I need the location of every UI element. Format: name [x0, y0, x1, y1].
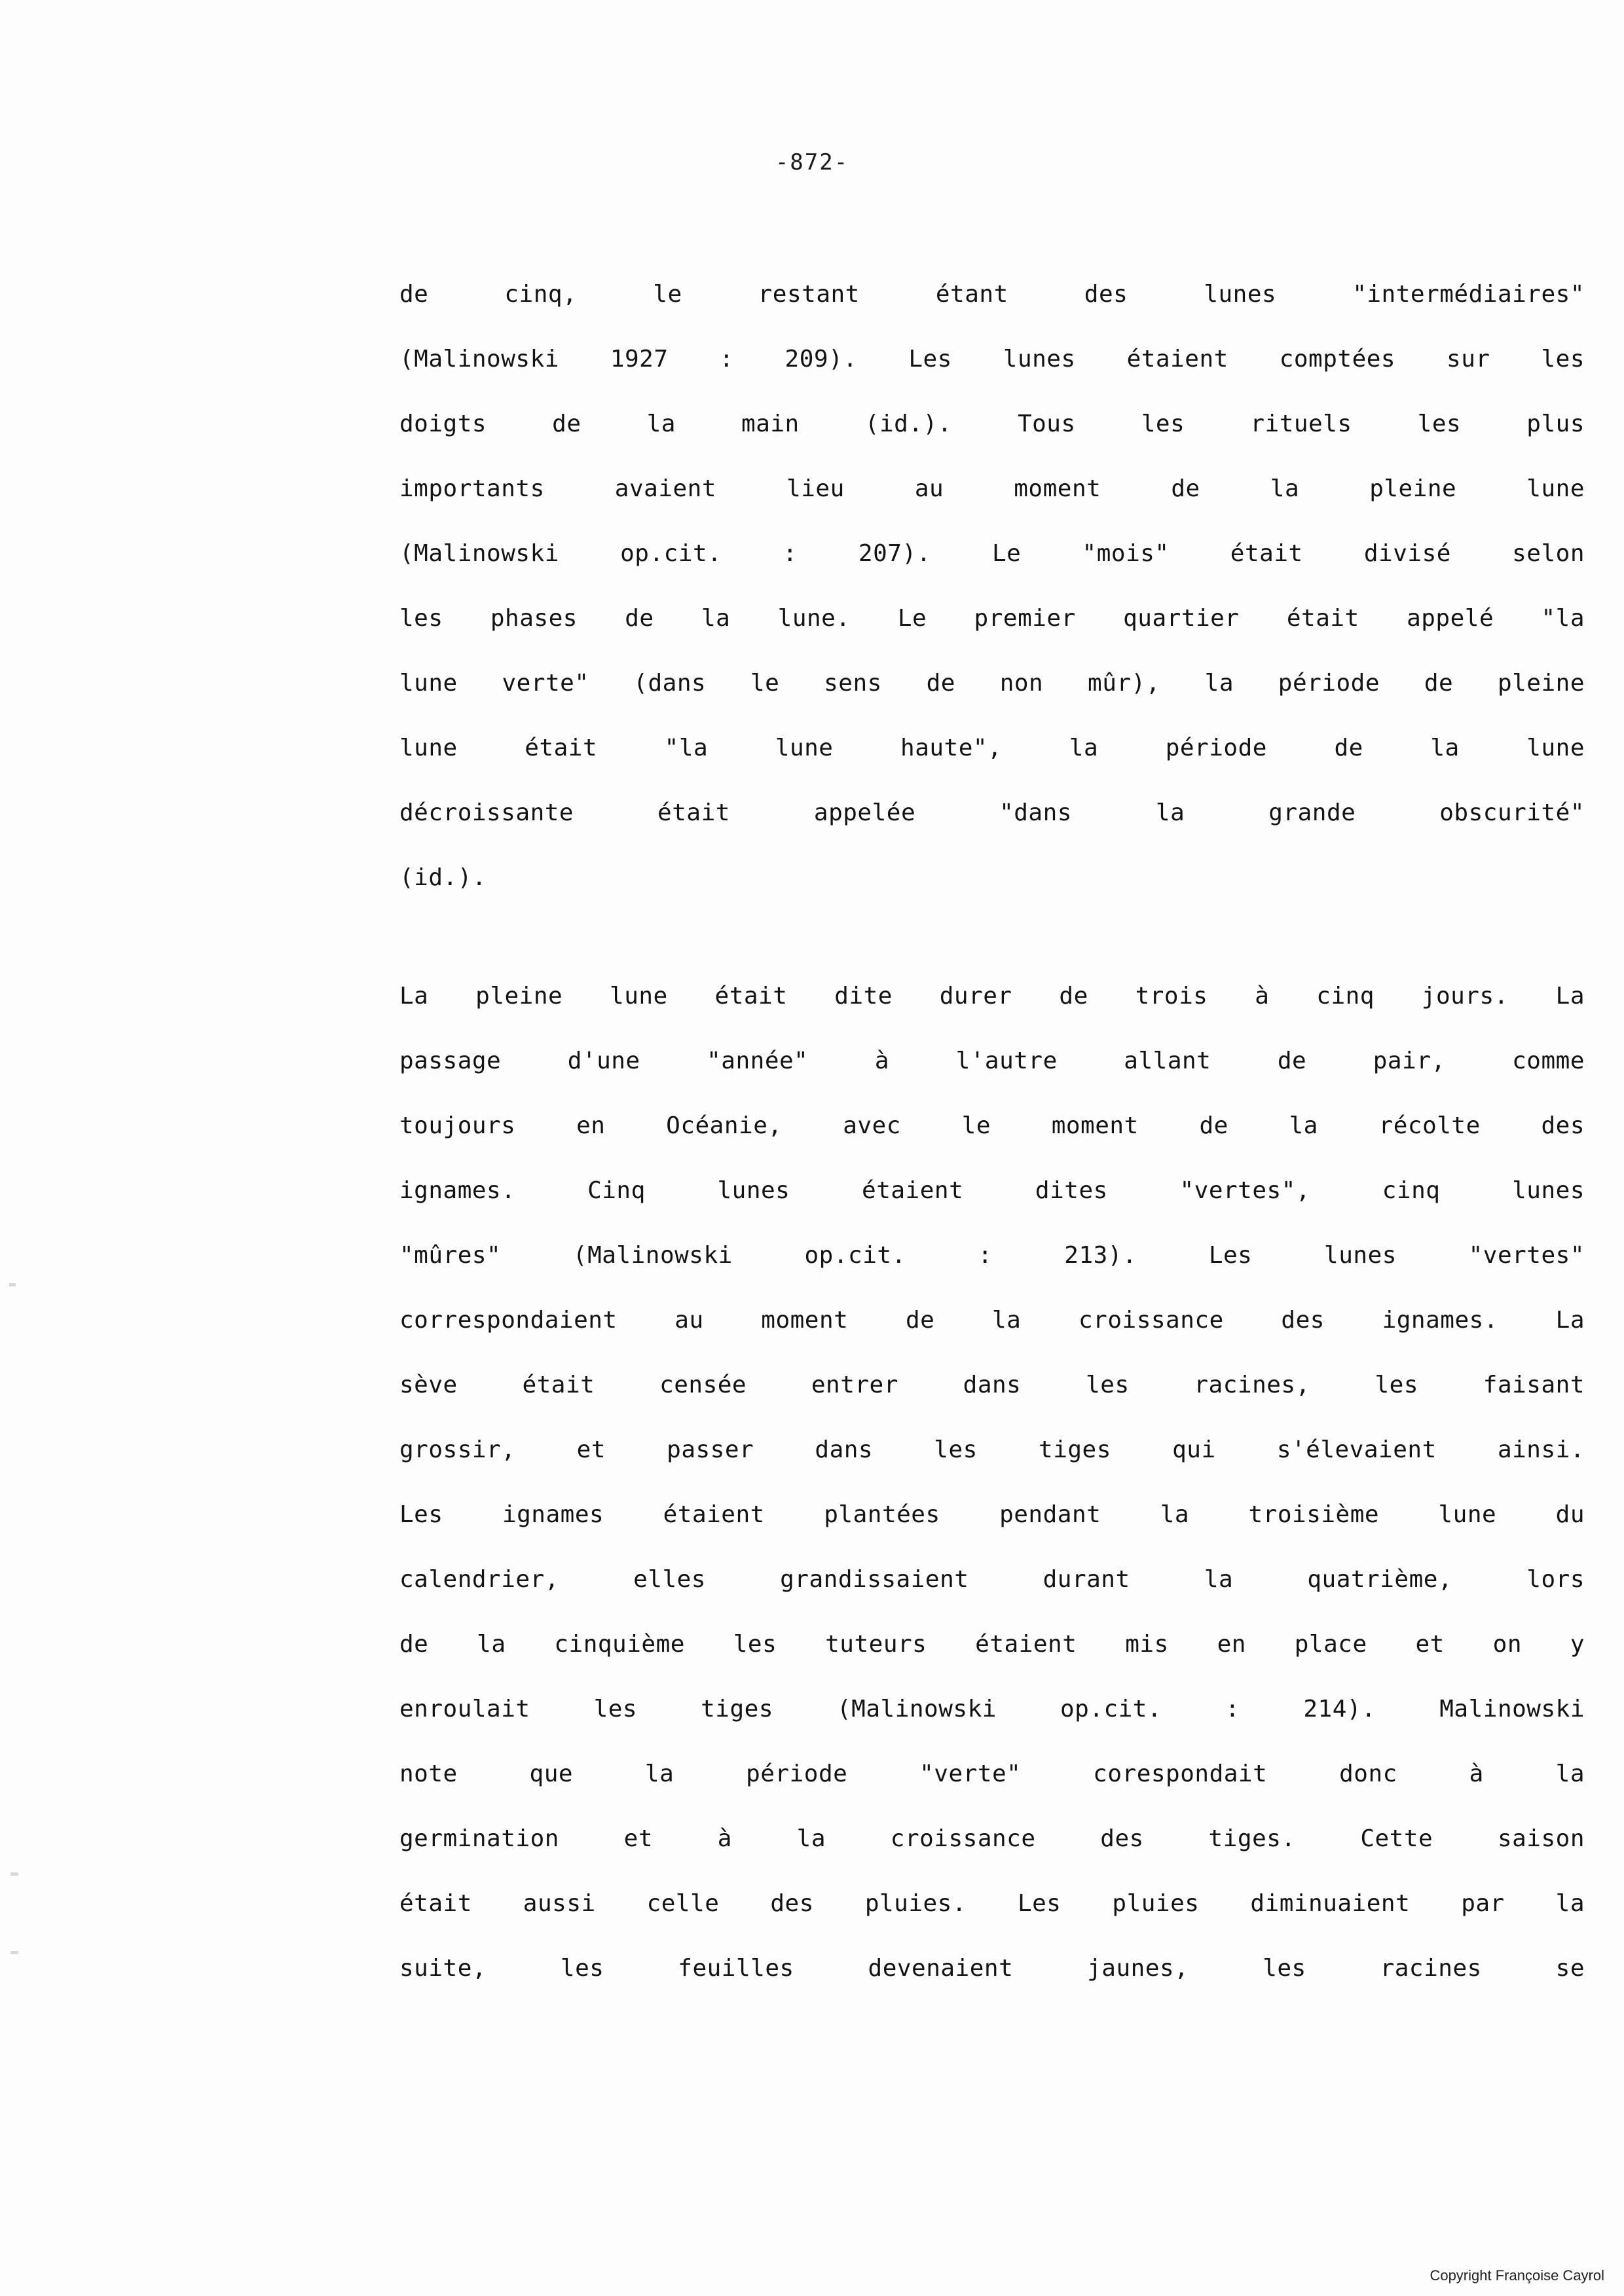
text-line: Les ignames étaient plantées pendant la troisième lune du	[399, 1501, 1585, 1528]
text-line: (id.).	[399, 864, 487, 891]
text-line: note que la période "verte" corespondait donc à la	[399, 1760, 1585, 1787]
paragraph-1	[399, 262, 1585, 910]
text-line: lune verte" (dans le sens de non mûr), la période de pleine	[399, 670, 1585, 697]
text-line: les phases de la lune. Le premier quartier était appelé "la	[399, 605, 1585, 632]
text-line: (Malinowski 1927 : 209). Les lunes étaient comptées sur les	[399, 346, 1585, 373]
scan-artifact	[9, 1283, 16, 1286]
text-line: suite, les feuilles devenaient jaunes, les racines se	[399, 1955, 1585, 1982]
text-line: décroissante était appelée "dans la grande obscurité"	[399, 799, 1585, 826]
text-line: de cinq, le restant étant des lunes "intermédiaires"	[399, 281, 1585, 308]
text-line: était aussi celle des pluies. Les pluies diminuaient par la	[399, 1890, 1585, 1917]
document-body	[399, 262, 1585, 2001]
text-line: doigts de la main (id.). Tous les rituels les plus	[399, 410, 1585, 437]
text-line: importants avaient lieu au moment de la pleine lune	[399, 475, 1585, 502]
page-number: -872-	[775, 149, 849, 175]
text-line: ignames. Cinq lunes étaient dites "vertes", cinq lunes	[399, 1177, 1585, 1204]
text-line: (Malinowski op.cit. : 207). Le "mois" était divisé selon	[399, 540, 1585, 567]
text-line: "mûres" (Malinowski op.cit. : 213). Les lunes "vertes"	[399, 1242, 1585, 1269]
text-line: enroulait les tiges (Malinowski op.cit. : 214). Malinowski	[399, 1696, 1585, 1722]
scan-artifact	[10, 1872, 18, 1876]
text-line: La pleine lune était dite durer de trois à cinq jours. La	[399, 983, 1585, 1010]
text-line: toujours en Océanie, avec le moment de la récolte des	[399, 1112, 1585, 1139]
text-line: germination et à la croissance des tiges. Cette saison	[399, 1825, 1585, 1852]
text-line: passage d'une "année" à l'autre allant de pair, comme	[399, 1048, 1585, 1074]
text-line: grossir, et passer dans les tiges qui s'élevaient ainsi.	[399, 1436, 1585, 1463]
text-line: calendrier, elles grandissaient durant la quatrième, lors	[399, 1566, 1585, 1593]
text-line: lune était "la lune haute", la période de la lune	[399, 735, 1585, 761]
text-line: de la cinquième les tuteurs étaient mis en place et on y	[399, 1631, 1585, 1658]
scan-artifact	[10, 1951, 18, 1954]
paragraph-2	[399, 964, 1585, 2001]
copyright-notice: Copyright Françoise Cayrol	[1430, 2267, 1604, 2284]
text-line: correspondaient au moment de la croissance des ignames. La	[399, 1307, 1585, 1334]
text-line: sève était censée entrer dans les racines, les faisant	[399, 1372, 1585, 1398]
